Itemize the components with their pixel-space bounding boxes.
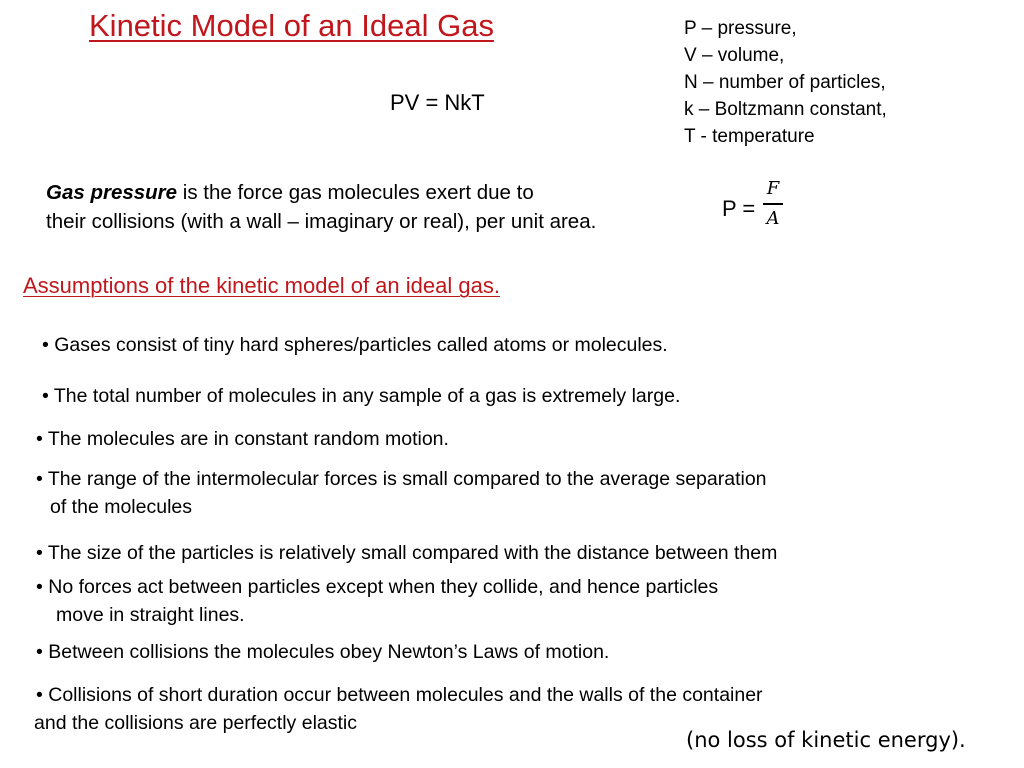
legend-item-boltzmann: k – Boltzmann constant, <box>684 99 887 120</box>
variable-legend <box>684 15 887 150</box>
assumption-line: • The total number of molecules in any sample of a gas is extremely large. <box>42 385 681 407</box>
assumption-line-continued: of the molecules <box>50 496 192 518</box>
assumption-line: • Between collisions the molecules obey Newton’s Laws of motion. <box>36 641 610 663</box>
legend-item-temperature: T - temperature <box>684 126 815 147</box>
slide-title: Kinetic Model of an Ideal Gas <box>89 8 494 43</box>
legend-item-particles: N – number of particles, <box>684 72 886 93</box>
fraction-bar <box>763 203 783 205</box>
assumption-line-continued: move in straight lines. <box>56 604 245 626</box>
assumption-line: • The range of the intermolecular forces is small compared to the average separation <box>36 468 767 490</box>
gas-pressure-term: Gas pressure <box>46 181 178 204</box>
assumption-item <box>42 331 668 359</box>
assumptions-heading: Assumptions of the kinetic model of an ideal gas. <box>23 273 500 298</box>
fraction-denominator: A <box>766 208 780 229</box>
gas-pressure-line1: is the force gas molecules exert due to <box>177 181 534 204</box>
assumption-line-continued: and the collisions are perfectly elastic <box>34 712 357 734</box>
assumption-line: • No forces act between particles except when they collide, and hence particles <box>36 576 719 598</box>
pressure-fraction <box>763 178 783 230</box>
assumption-item <box>36 573 718 629</box>
pressure-formula-lhs: P = <box>722 196 756 221</box>
gas-pressure-definition <box>46 178 596 236</box>
assumption-item <box>36 638 609 666</box>
legend-item-volume: V – volume, <box>684 45 785 66</box>
assumption-item <box>36 681 763 737</box>
assumption-line: • The molecules are in constant random motion. <box>36 428 449 450</box>
assumption-item <box>36 425 449 453</box>
ideal-gas-equation: PV = NkT <box>390 90 485 115</box>
assumption-line: • The size of the particles is relatively small compared with the distance between them <box>36 542 778 564</box>
gas-pressure-line2: their collisions (with a wall – imaginary or real), per unit area. <box>46 210 597 233</box>
assumption-line: • Gases consist of tiny hard spheres/particles called atoms or molecules. <box>42 334 668 356</box>
footnote-elastic: (no loss of kinetic energy). <box>686 728 966 752</box>
fraction-numerator: F <box>766 178 780 199</box>
assumption-line: • Collisions of short duration occur between molecules and the walls of the container <box>36 684 763 706</box>
assumption-item <box>36 539 777 567</box>
legend-item-pressure: P – pressure, <box>684 18 797 39</box>
assumption-item <box>42 382 680 410</box>
assumption-item <box>36 465 767 521</box>
